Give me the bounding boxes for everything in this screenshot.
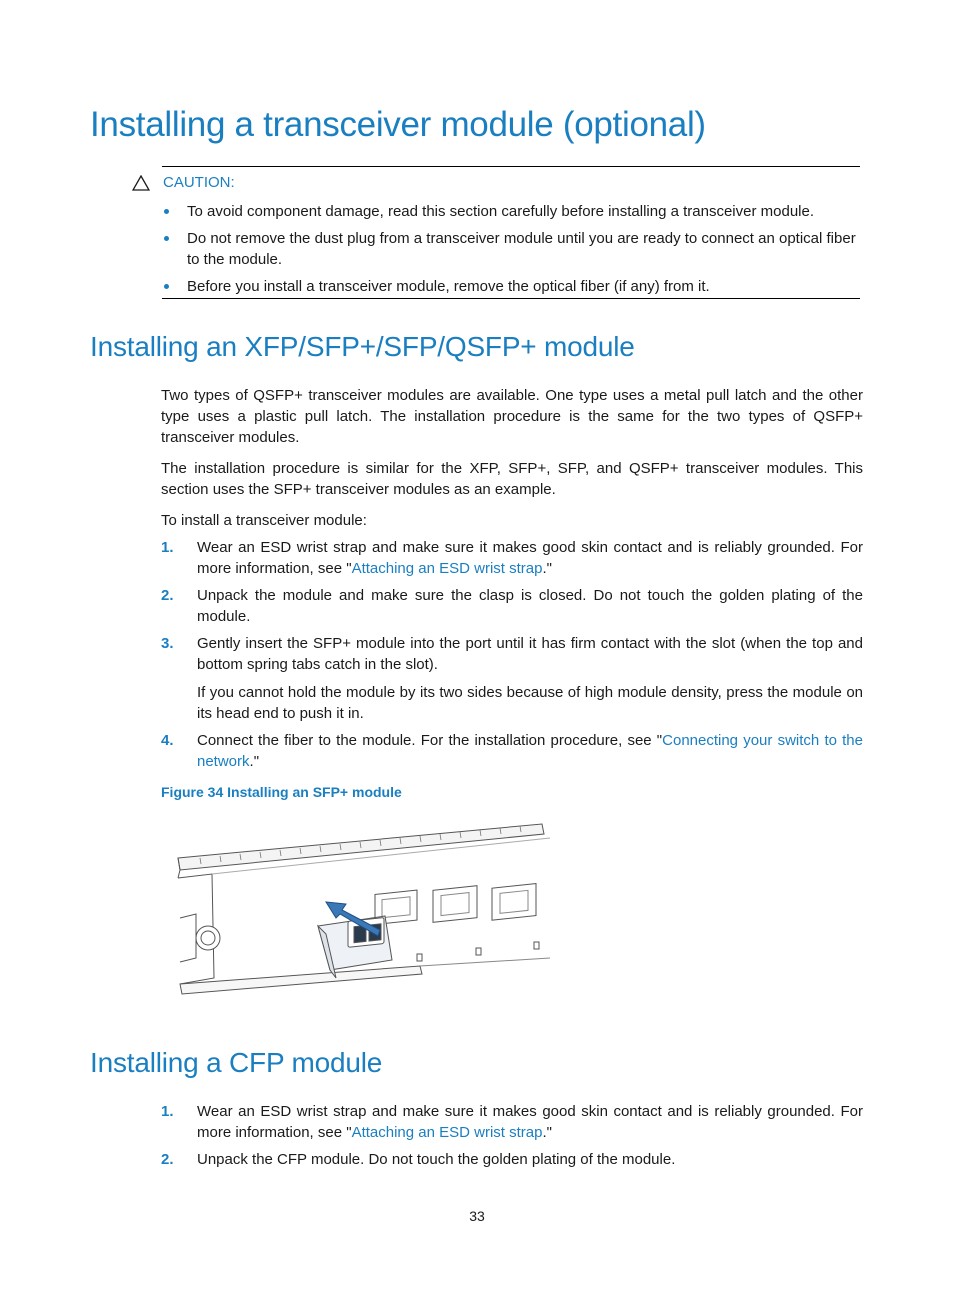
step-number: 1.: [161, 539, 174, 556]
step-note: If you cannot hold the module by its two sides because of high module density, press the module on its head end to push it in.: [197, 684, 863, 722]
step-item: 1. Wear an ESD wrist strap and make sure it makes good skin contact and is reliably grounded. For more information, see "Attaching an ESD wrist strap.": [161, 1103, 863, 1141]
step-item: 2. Unpack the module and make sure the clasp is closed. Do not touch the golden plating of the module.: [161, 587, 863, 625]
sfp-module-illustration: [170, 818, 555, 1000]
caution-bottom-rule: [162, 298, 860, 299]
link-esd-wrist-strap[interactable]: Attaching an ESD wrist strap: [351, 560, 543, 577]
step-number: 2.: [161, 1151, 174, 1168]
step-item: 3. Gently insert the SFP+ module into the port until it has firm contact with the slot (when the top and bottom spring tabs catch in the slot). If you cannot hold the module by its two sides because of high module density, press the module on its head end to push it in.: [161, 635, 863, 722]
cfp-steps: [161, 1101, 863, 1176]
caution-list: [162, 201, 862, 303]
link-connecting-switch[interactable]: Connecting your switch to the network: [197, 732, 863, 770]
step-number: 2.: [161, 587, 174, 604]
step-number: 3.: [161, 635, 174, 652]
dot-icon: [164, 209, 169, 214]
step-item: 2. Unpack the CFP module. Do not touch the golden plating of the module.: [161, 1151, 676, 1168]
dot-icon: [164, 236, 169, 241]
paragraph-intro: To install a transceiver module:: [161, 512, 367, 529]
caution-label: CAUTION:: [163, 174, 235, 191]
section-heading-xfp: Installing an XFP/SFP+/SFP/QSFP+ module: [90, 331, 635, 362]
list-item: Do not remove the dust plug from a transceiver module until you are ready to connect an optical fiber to the module.: [162, 228, 862, 270]
link-esd-wrist-strap[interactable]: Attaching an ESD wrist strap: [351, 1124, 543, 1141]
paragraph-qsfp-types: Two types of QSFP+ transceiver modules are available. One type uses a metal pull latch and the other type uses a plastic pull latch. The installation procedure is the same for the two types of QSFP+ transceiver modules.: [161, 387, 863, 446]
step-number: 1.: [161, 1103, 174, 1120]
page-number: 33: [469, 1208, 485, 1224]
list-item: Before you install a transceiver module, remove the optical fiber (if any) from it.: [162, 276, 862, 297]
list-item: To avoid component damage, read this section carefully before installing a transceiver module.: [162, 201, 862, 222]
paragraph-procedure: The installation procedure is similar for the XFP, SFP+, SFP, and QSFP+ transceiver modules. This section uses the SFP+ transceiver modules as an example.: [161, 460, 863, 498]
warning-triangle-icon: [132, 175, 150, 191]
step-item: 1. Wear an ESD wrist strap and make sure it makes good skin contact and is reliably grounded. For more information, see "Attaching an ESD wrist strap.": [161, 539, 863, 577]
figure-caption: Figure 34 Installing an SFP+ module: [161, 784, 402, 800]
dot-icon: [164, 284, 169, 289]
step-number: 4.: [161, 732, 174, 749]
section-heading-cfp: Installing a CFP module: [90, 1047, 383, 1078]
page-title: Installing a transceiver module (optional): [90, 105, 706, 144]
install-steps: [161, 537, 863, 778]
step-item: 4. Connect the fiber to the module. For the installation procedure, see "Connecting your switch to the network.": [161, 732, 863, 770]
caution-top-rule: [162, 166, 860, 167]
